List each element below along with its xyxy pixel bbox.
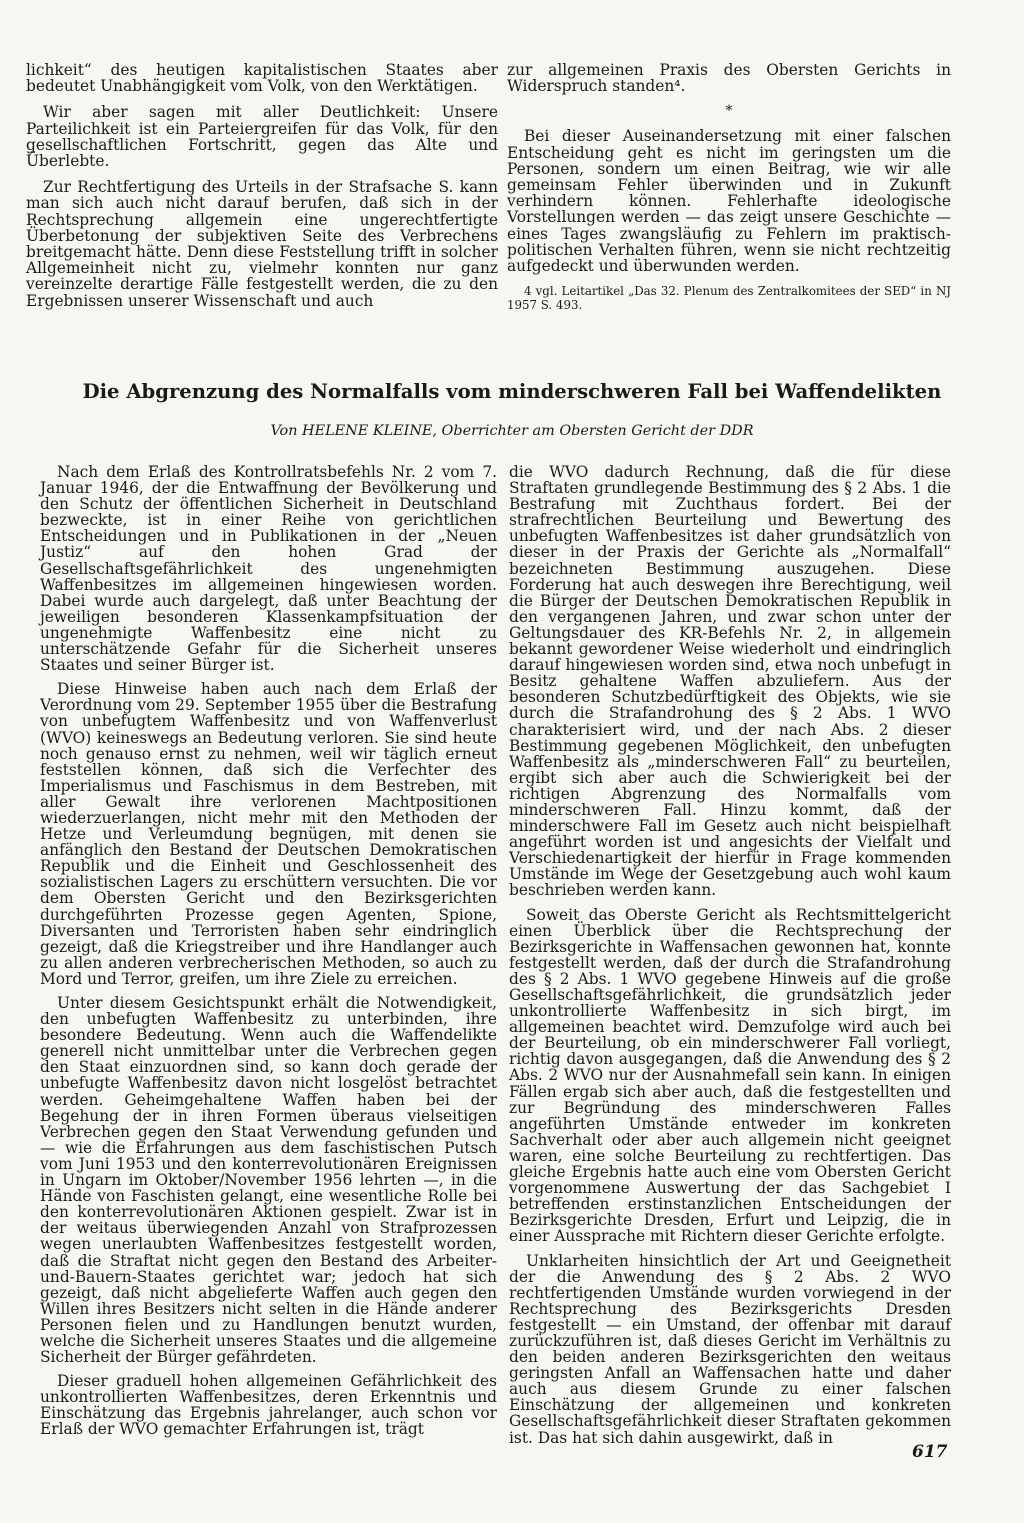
paragraph: Unter diesem Gesichtspunkt erhält die Notwendigkeit, den unbefugten Waffenbesitz zu unterbinden, ihre besondere Bedeutung. Wenn auch die Waffendelikte generell nicht unmittelbar unter die Verbrechen gegen den Staat einzuordnen sind, so kann doch gerade der unbefugte Waffenbesitz davon nicht losgelöst betrachtet werden. Geheimgehaltene Waffen haben bei der Begehung der in ihren Formen überaus vielseitigen Verbrechen gegen den Staat Verwendung gefunden und — wie die Erfahrungen aus dem faschistischen Putsch vom Juni 1953 und den konterrevolutionären Ereignissen in Ungarn im Oktober/November 1956 lehrten —, in die Hände von Faschisten gelangt, eine wesentliche Rolle bei den konterrevolutionären Aktionen gespielt. Zwar ist in der weitaus überwiegenden Anzahl von Strafprozessen wegen unerlaubten Waffenbesitzes festgestellt worden, daß die Straftat nicht gegen den Bestand des Arbeiter-und-Bauern-Staates gerichtet war; jedoch hat sich gezeigt, daß nicht abgelieferte Waffen auch gegen den Willen ihres Besitzers nicht selten in die Hände anderer Personen fielen und zu Handlungen benutzt wurden, welche die Sicherheit unseres Staates und die allgemeine Sicherheit der Bürger gefährdeten. bbox=[40, 994, 497, 1367]
paragraph: Nach dem Erlaß des Kontrollratsbefehls Nr. 2 vom 7. Januar 1946, der die Entwaffnung der Bevölkerung und den Schutz der öffentlichen Sicherheit in Deutschland bezweckte, ist in einer Reihe von gerichtlichen Entscheidungen und in Publikationen in der „Neuen Justiz“ auf den hohen Grad der Gesellschaftsgefährlichkeit des ungenehmigten Waffenbesitzes im allgemeinen hingewiesen worden. Dabei wurde auch dargelegt, daß unter Beachtung der jeweiligen besonderen Klassenkampfsituation der ungenehmigte Waffenbesitz eine nicht zu unterschätzende Gefahr für die Sicherheit unseres Staates und seiner Bürger ist. bbox=[40, 463, 497, 675]
continued-text-left-column bbox=[26, 62, 498, 319]
section-separator: * bbox=[725, 103, 733, 120]
paragraph: Soweit das Oberste Gericht als Rechtsmittelgericht einen Überblick über die Rechtsprechung der Bezirksgerichte in Waffensachen gewonnen hat, konnte festgestellt werden, daß der durch die Strafandrohung des § 2 Abs. 1 WVO gegebene Hinweis auf die große Gesellschaftsgefährlichkeit, die grundsätzlich jeder unkontrollierte Waffenbesitz in sich birgt, im allgemeinen beachtet wird. Demzufolge wird auch bei der Beurteilung, ob ein minderschwerer Fall vorliegt, richtig davon ausgegangen, daß die Anwendung des § 2 Abs. 2 WVO nur der Ausnahmefall sein kann. In einigen Fällen ergab sich aber auch, daß die festgestellten und zur Begründung des minderschweren Falles angeführten Umstände entweder im konkreten Sachverhalt oder aber auch allgemein nicht geeignet waren, eine solche Beurteilung zu rechtfertigen. Das gleiche Ergebnis hatte auch eine vom Obersten Gericht vorgenommene Auswertung der das Sachgebiet I betreffenden erstinstanzlichen Entscheidungen der Bezirksgerichte Dresden, Erfurt und Leipzig, die in einer Aussprache mit Richtern dieser Gerichte erfolgte. bbox=[509, 905, 951, 1246]
article-left-column bbox=[40, 464, 497, 1446]
footnote: 4 vgl. Leitartikel „Das 32. Plenum des Zentralkomitees der SED“ in NJ 1957 S. 493. bbox=[507, 284, 951, 313]
article-title: Die Abgrenzung des Normalfalls vom minderschweren Fall bei Waffendelikten bbox=[82, 380, 942, 403]
paragraph: Unklarheiten hinsichtlich der Art und Geeignetheit der die Anwendung des § 2 Abs. 2 WVO rechtfertigenden Umstände wurden vorwiegend in der Rechtsprechung des Bezirksgerichts Dresden festgestellt — ein Umstand, der offenbar mit darauf zurückzuführen ist, daß dieses Gericht im Verhältnis zu den beiden anderen Bezirksgerichten den weitaus geringsten Anfall an Waffensachen hatte und daher auch aus diesem Grunde zu einer falschen Einschätzung der allgemeinen und konkreten Gesellschaftsgefährlichkeit dieser Straftaten gekommen ist. Das hat sich dahin ausgewirkt, daß in bbox=[509, 1251, 951, 1447]
paragraph: Dieser graduell hohen allgemeinen Gefährlichkeit des unkontrollierten Waffenbesitzes, deren Erkenntnis und Einschätzung das Ergebnis jahrelanger, auch schon vor Erlaß der WVO gemachter Erfahrungen ist, trägt bbox=[40, 1372, 497, 1439]
paragraph: Bei dieser Auseinandersetzung mit einer falschen Entscheidung geht es nicht im geringsten um die Personen, sondern um einen Beitrag, wie wir alle gemeinsam Fehler überwinden und in Zukunft verhindern können. Fehlerhafte ideologische Vorstellungen werden — das zeigt unsere Geschichte — eines Tages zwangsläufig zu Fehlern im praktisch-politischen Verhalten führen, wenn sie nicht rechtzeitig aufgedeckt und überwunden werden. bbox=[507, 127, 951, 276]
paragraph: Wir aber sagen mit aller Deutlichkeit: Unsere Parteilichkeit ist ein Parteiergreifen für das Volk, für den gesellschaftlichen Fortschritt, gegen das Alte und Überlebte. bbox=[26, 103, 498, 171]
article-byline: Von HELENE KLEINE, Oberrichter am Obersten Gericht der DDR bbox=[270, 423, 754, 439]
page-number: 617 bbox=[912, 1442, 948, 1462]
continued-text-right-column bbox=[507, 62, 951, 312]
paragraph: Diese Hinweise haben auch nach dem Erlaß der Verordnung vom 29. September 1955 über die Bestrafung von unbefugtem Waffenbesitz und von Waffenverlust (WVO) keineswegs an Bedeutung verloren. Sie sind heute noch genauso ernst zu nehmen, weil wir täglich erneut feststellen können, daß sich die Verfechter des Imperialismus und Faschismus in dem Bestreben, mit aller Gewalt ihre verlorenen Machtpositionen wiederzuerlangen, nicht mehr mit den Methoden der Hetze und Verleumdung begnügen, mit denen sie anfänglich den Bestand der Deutschen Demokratischen Republik und die Einheit und Geschlossenheit des sozialistischen Lagers zu erschüttern versuchten. Die vor dem Obersten Gericht und den Bezirksgerichten durchgeführten Prozesse gegen Agenten, Spione, Diversanten und Terroristen haben sehr eindringlich gezeigt, daß die Kriegstreiber und ihre Handlanger auch zu allen anderen verbrecherischen Methoden, so auch zu Mord und Terror, greifen, um ihre Ziele zu erreichen. bbox=[40, 680, 497, 988]
paragraph: zur allgemeinen Praxis des Obersten Gerichts in Widerspruch standen⁴. bbox=[507, 61, 951, 96]
paragraph: die WVO dadurch Rechnung, daß die für diese Straftaten grundlegende Bestimmung des § 2 Abs. 1 die Bestrafung mit Zuchthaus fordert. Bei der strafrechtlichen Beurteilung und Bewertung des unbefugten Waffenbesitzes ist daher grundsätzlich von dieser in der Praxis der Gerichte als „Normalfall“ bezeichneten Bestimmung auszugehen. Diese Forderung hat auch deswegen ihre Berechtigung, weil die Bürger der Deutschen Demokratischen Republik in den vergangenen Jahren, und zwar schon unter der Geltungsdauer des KR-Befehls Nr. 2, in allgemein bekannt gewordener Weise wiederholt und eindringlich darauf hingewiesen worden sind, etwa noch unbefugt in Besitz gehaltene Waffen abzuliefern. Aus der besonderen Schutzbedürftigkeit des Objekts, wie sie durch die Strafandrohung des § 2 Abs. 1 WVO charakterisiert wird, und der nach Abs. 2 dieser Bestimmung gegebenen Möglichkeit, den unbefugten Waffenbesitz als „minderschweren Fall“ zu beurteilen, ergibt sich aber auch die Schwierigkeit bei der richtigen Abgrenzung des Normalfalls vom minderschweren Fall. Hinzu kommt, daß der minderschwere Fall im Gesetz auch nicht beispielhaft angeführt worden ist und angesichts der Vielfalt und Verschiedenartigkeit der hierfür in Frage kommenden Umstände im Wege der Gesetzgebung auch wohl kaum beschrieben werden kann. bbox=[509, 463, 951, 900]
paragraph: Zur Rechtfertigung des Urteils in der Strafsache S. kann man sich auch nicht darauf berufen, daß sich in der Rechtsprechung allgemein eine ungerechtfertigte Überbetonung der subjektiven Seite des Verbrechens breitgemacht hätte. Denn diese Feststellung trifft in solcher Allgemeinheit nicht zu, vielmehr konnten nur ganz vereinzelte derartige Fälle festgestellt werden, die zu den Ergebnissen unserer Wissenschaft und auch bbox=[26, 178, 498, 310]
paragraph: lichkeit“ des heutigen kapitalistischen Staates aber bedeutet Unabhängigkeit vom Volk, von den Werktätigen. bbox=[26, 61, 498, 96]
article-right-column bbox=[509, 464, 951, 1454]
